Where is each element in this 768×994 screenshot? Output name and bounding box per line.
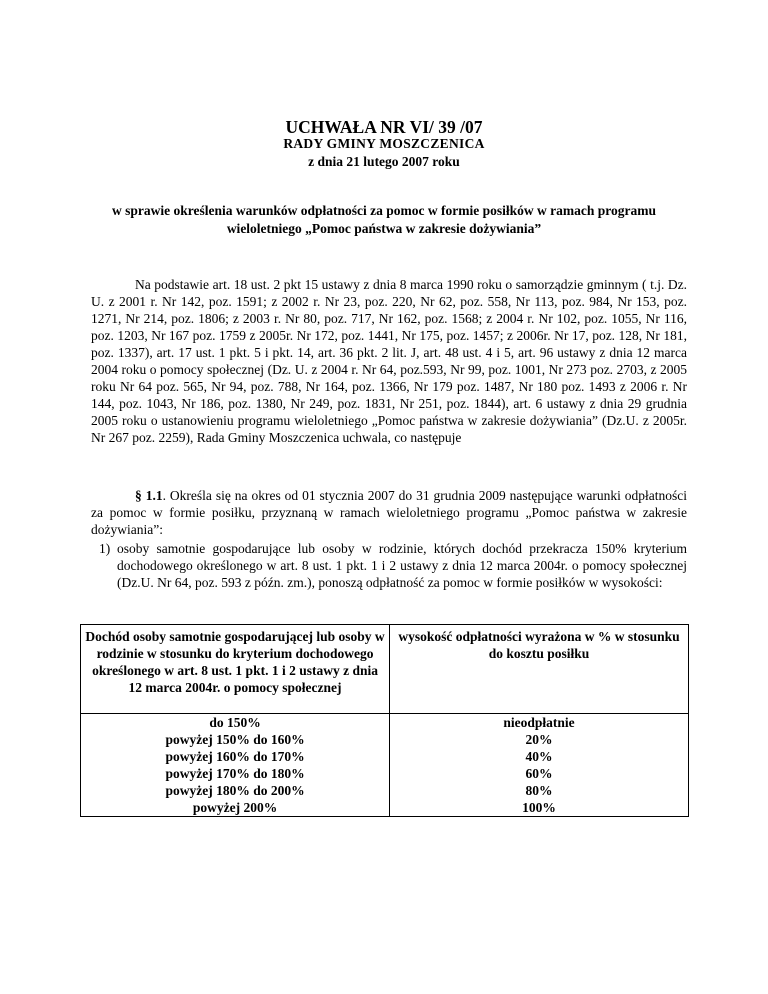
resolution-date: z dnia 21 lutego 2007 roku [308,154,460,169]
income-cell: powyżej 160% do 170% [165,749,305,764]
table-header-row [81,625,689,714]
table-body-row [81,714,689,817]
income-cell: powyżej 170% do 180% [165,766,305,781]
fee-cell: 20% [525,732,553,747]
fee-cell: nieodpłatnie [503,715,575,730]
resolution-subject: w sprawie określenia warunków odpłatności za pomoc w formie posiłków w ramach programu wieloletniego „Pomoc państwa w zakresie dożywiania” [111,203,656,236]
council-name: RADY GMINY MOSZCZENICA [283,136,485,151]
income-cell: powyżej 180% do 200% [165,783,305,798]
list-item-text: osoby samotnie gospodarujące lub osoby w rodzinie, których dochód przekracza 150% kryterium dochodowego określonego w art. 8 ust. 1 pkt. 1 i 2 ustawy z dnia 12 marca 2004r. o pomocy społecznej (Dz.U. Nr 64, poz. 593 z późn. zm.), ponoszą odpłatność za pomoc w formie posiłków w wysokości: [117,541,687,590]
header-income: Dochód osoby samotnie gospodarującej lub osoby w rodzinie w stosunku do kryterium dochodowego określonego w art. 8 ust. 1 pkt. 1 i 2 ustawy z dnia 12 marca 2004r. o pomocy społecznej [81,625,390,714]
section-1-text: . Określa się na okres od 01 stycznia 2007 do 31 grudnia 2009 następujące warunki odpłatności za pomoc w formie posiłku, przyznaną w ramach wieloletniego programu „Pomoc państwa w zakresie dożywiania”: [91,488,688,537]
section-1-paragraph [91,487,687,538]
list-item-1 [91,540,687,591]
fee-table [80,624,689,817]
section-1-label: § 1.1 [135,488,163,503]
legal-basis-paragraph: Na podstawie art. 18 ust. 2 pkt 15 ustawy z dnia 8 marca 1990 roku o samorządzie gminnym ( t.j. Dz. U. z 2001 r. Nr 142, poz. 1591; z 2002 r. Nr 23, poz. 220, Nr 62, poz. 558, Nr 113, poz. 984, Nr 153, poz. 1271, Nr 214, poz. 1806; z 2003 r. Nr 80, poz. 717, Nr 162, poz. 1568; z 2004 r. Nr 102, poz. 1055, Nr 116, poz. 1203, Nr 167 poz. 1759 z 2005r. Nr 172, poz. 1441, Nr 175, poz. 1457; z 2006r. Nr 17, poz. 128, Nr 181, poz. 1337), art. 17 ust. 1 pkt. 5 i pkt. 14, art. 36 pkt. 2 lit. J, art. 48 ust. 4 i 5, art. 96 ustawy z dnia 12 marca 2004 roku o pomocy społecznej (Dz. U. z 2004 r. Nr 64, poz.593, Nr 99, poz. 1001, Nr 273 poz. 2703, z 2005 roku Nr 64 poz. 565, Nr 94, poz. 788, Nr 164, poz. 1366, Nr 179 poz. 1487, Nr 180 poz. 1493 z 2006 r. Nr 144, poz. 1043, Nr 186, poz. 1380, Nr 249, poz. 1831, Nr 251, poz. 1844), art. 6 ustawy z dnia 29 grudnia 2005 roku o ustanowieniu programu wieloletniego „Pomoc państwa w zakresie dożywiania” (Dz.U. z 2005r. Nr 267 poz. 2259), Rada Gminy Moszczenica uchwala, co następuje [91,277,687,445]
income-cell: do 150% [209,715,261,730]
list-item-number: 1) [99,541,111,556]
income-cell: powyżej 200% [192,800,278,815]
fee-cell: 40% [525,749,553,764]
income-column [81,714,390,817]
fee-cell: 80% [525,783,553,798]
income-cell: powyżej 150% do 160% [165,732,305,747]
resolution-title: UCHWAŁA NR VI/ 39 /07 [285,117,483,137]
fee-column [390,714,689,817]
fee-cell: 100% [522,800,556,815]
header-fee: wysokość odpłatności wyrażona w % w stosunku do kosztu posiłku [390,625,689,714]
fee-cell: 60% [525,766,553,781]
